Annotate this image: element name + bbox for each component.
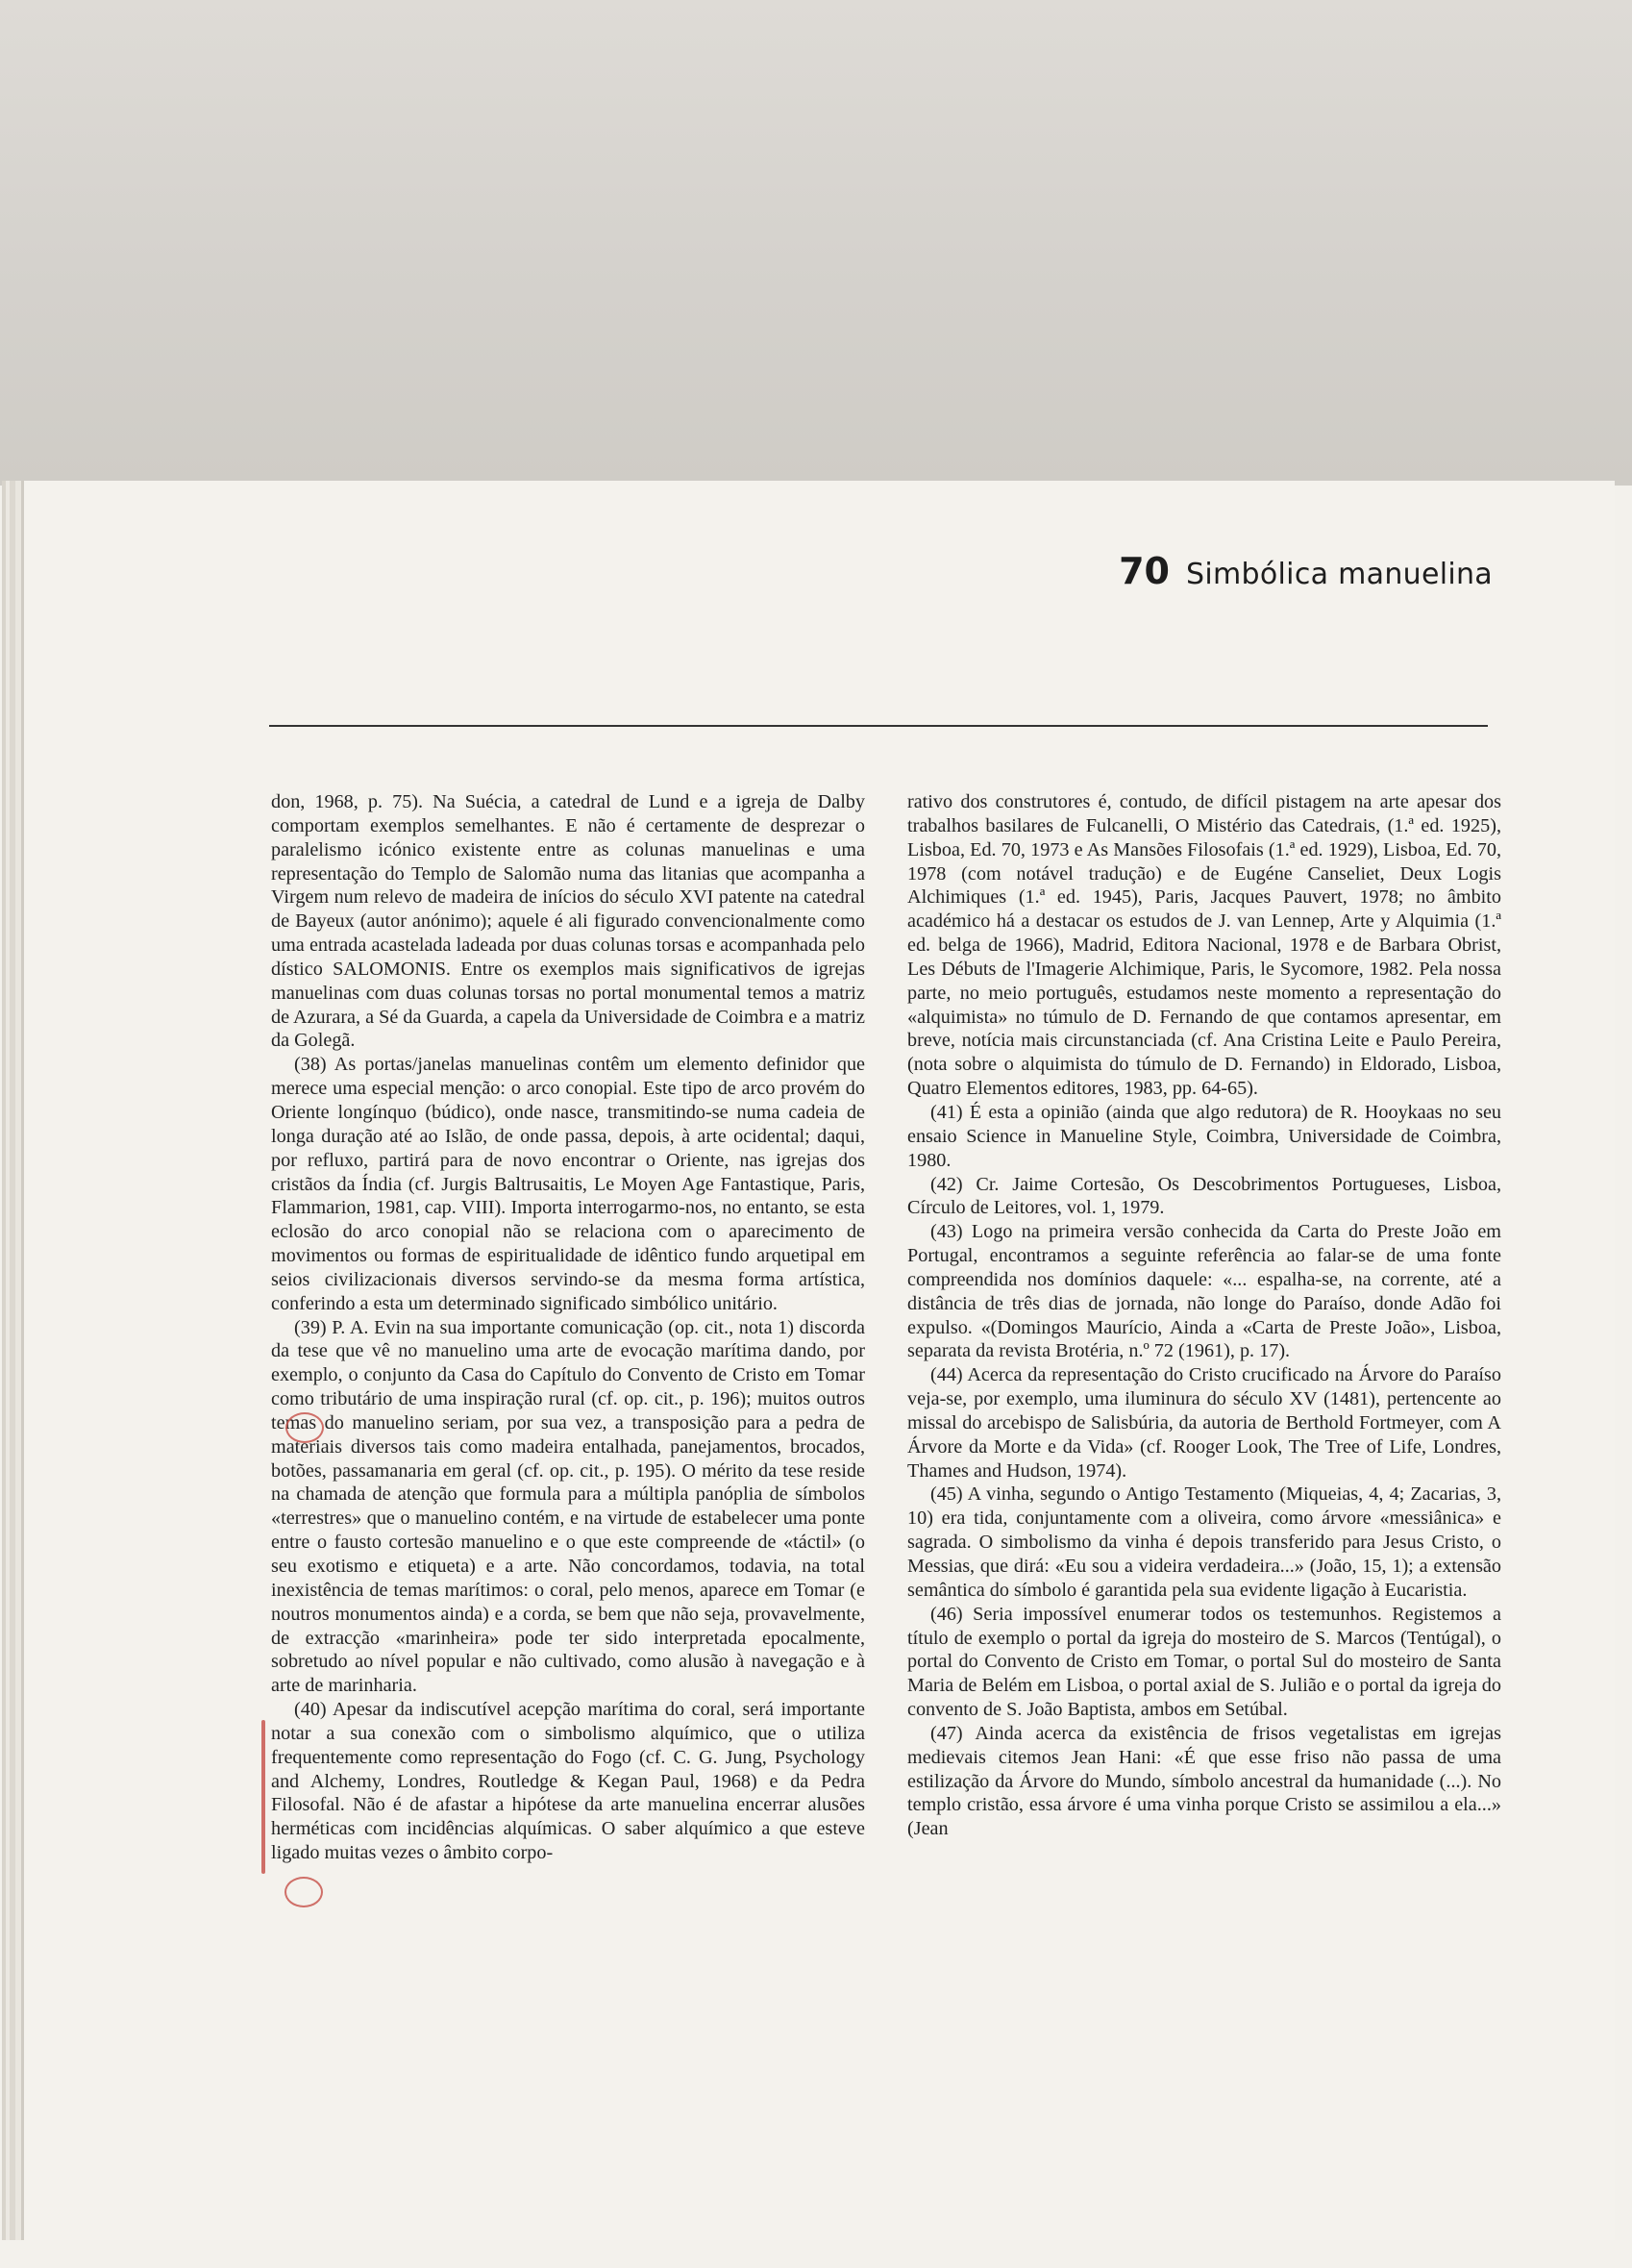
note-43: (43) Logo na primeira versão conhecida da Carta do Preste João em Portugal, encontramos a seguinte referência ao falar-se de uma fonte compreendida nos domínios daquele: «... espalha-se, na corrente, até a distância de três dias de jornada, não longe do Paraíso, donde Adão foi expulso. «(Domingos Maurício, Ainda a «Carta de Preste João», Lisboa, separata da revista Brotéria, n.º 72 (1961), p. 17). xyxy=(907,1221,1501,1362)
note-44: (44) Acerca da representação do Cristo crucificado na Árvore do Paraíso veja-se, por exemplo, uma iluminura do século XV (1481), pertencente ao missal do arcebispo de Salisbúria, da autoria de Berthold Fortmeyer, com A Árvore da Morte e da Vida» (cf. Rooger Look, The Tree of Life, Londres, Thames and Hudson, 1974). xyxy=(907,1364,1501,1482)
page-number: 70 xyxy=(1119,550,1170,592)
scanner-background xyxy=(0,0,1632,486)
note-45: (45) A vinha, segundo o Antigo Testamento (Miqueias, 4, 4; Zacarias, 3, 10) era tida, conjuntamente com a oliveira, como árvore «messiânica» e sagrada. O simbolismo da vinha é depois transferido para Jesus Cristo, o Messias, que dirá: «Eu sou a videira verdadeira...» (João, 15, 1); a extensão semântica do símbolo é garantida pela sua evidente ligação à Eucaristia. xyxy=(907,1483,1501,1601)
note-paragraph: rativo dos construtores é, contudo, de difícil pistagem na arte apesar dos trabalhos basilares de Fulcanelli, O Mistério das Catedrais, (1.ª ed. 1925), Lisboa, Ed. 70, 1973 e As Mansões Filosofais (1.ª ed. 1929), Lisboa, Ed. 70, 1978 (com notável tradução) e de Eugéne Canseliet, Deux Logis Alchimiques (1.ª ed. 1945), Paris, Jacques Pauvert, 1978; no âmbito académico há a destacar os estudos de J. van Lennep, Arte y Alquimia (1.ª ed. belga de 1966), Madrid, Editora Nacional, 1978 e de Barbara Obrist, Les Débuts de l'Imagerie Alchimique, Paris, le Sycomore, 1982. Pela nossa parte, no meio português, estudamos neste momento a representação do «alquimista» no túmulo de D. Fernando de que contamos apresentar, em breve, notícia mais circunstanciada (cf. Ana Cristina Leite e Paulo Pereira, (nota sobre o alquimista do túmulo de D. Fernando) in Eldorado, Lisboa, Quatro Elementos editores, 1983, pp. 64-65). xyxy=(907,791,1501,1100)
note-42: (42) Cr. Jaime Cortesão, Os Descobrimentos Portugueses, Lisboa, Círculo de Leitores, vol. 1, 1979. xyxy=(907,1173,1501,1219)
note-38: (38) As portas/janelas manuelinas contêm um elemento definidor que merece uma especial menção: o arco conopial. Este tipo de arco provém do Oriente longínquo (búdico), onde nasce, transmitindo-se numa cadeia de longa duração até ao Islão, de onde passa, depois, à arte ocidental; daqui, por refluxo, partirá para de novo encontrar o Oriente, nas igrejas dos cristãos da Índia (cf. Jurgis Baltrusaitis, Le Moyen Age Fantastique, Paris, Flammarion, 1981, cap. VIII). Importa interrogarmo-nos, no entanto, se esta eclosão do arco conopial não se relaciona com o aparecimento de movimentos ou formas de espiritualidade de idêntico fundo arquetipal em seios civilizacionais diversos servindo-se da mesma forma artística, conferindo a esta um determinado significado simbólico unitário. xyxy=(271,1054,865,1314)
red-circle-annotation xyxy=(284,1877,323,1907)
note-paragraph: don, 1968, p. 75). Na Suécia, a catedral de Lund e a igreja de Dalby comportam exemplos semelhantes. E não é certamente de desprezar o paralelismo icónico existente entre as colunas manuelinas e uma representação do Templo de Salomão numa das litanias que acompanha a Virgem num relevo de madeira de inícios do século XVI patente na catedral de Bayeux (autor anónimo); aquele é ali figurado convencionalmente como uma entrada acastelada ladeada por duas colunas torsas e acompanhada pelo dístico SALOMONIS. Entre os exemplos mais significativos de igrejas manuelinas com duas colunas torsas no portal monumental temos a matriz de Azurara, a Sé da Guarda, a capela da Universidade de Coimbra e a matriz da Golegã. xyxy=(271,791,865,1052)
red-circle-annotation xyxy=(285,1412,324,1443)
running-title: Simbólica manuelina xyxy=(1186,558,1493,591)
note-40: (40) Apesar da indiscutível acepção marítima do coral, será importante notar a sua conexão com o simbolismo alquímico, que o utiliza frequentemente como representação do Fogo (cf. C. G. Jung, Psychology and Alchemy, Londres, Routledge & Kegan Paul, 1968) e da Pedra Filosofal. Não é de afastar a hipótese da arte manuelina encerrar alusões herméticas com incidências alquímicas. O saber alquímico a que esteve ligado muitas vezes o âmbito corpo- xyxy=(271,1699,865,1864)
note-41: (41) É esta a opinião (ainda que algo redutora) de R. Hooykaas no seu ensaio Science in Manueline Style, Coimbra, Universidade de Coimbra, 1980. xyxy=(907,1101,1501,1171)
note-39: (39) P. A. Evin na sua importante comunicação (op. cit., nota 1) discorda da tese que vê no manuelino uma arte de evocação marítima dando, por exemplo, o conjunto da Casa do Capítulo do Convento de Cristo em Tomar como tributário de uma inspiração rural (cf. op. cit., p. 196); muitos outros temas do manuelino seriam, por sua vez, a transposição para a pedra de materiais diversos tais como madeira entalhada, panejamentos, brocados, botões, passamanaria em geral (cf. op. cit., p. 195). O mérito da tese reside na chamada de atenção que formula para a múltipla panóplia de símbolos «terrestres» que o manuelino contém, e na virtude de estabelecer uma ponte entre o fausto cortesão manuelino e o que este compreende de «táctil» (o seu exotismo e etiqueta) e a arte. Não concordamos, todavia, na total inexistência de temas marítimos: o coral, pelo menos, aparece em Tomar (e noutros monumentos ainda) e a corda, se bem que não seja, provavelmente, de extracção «marinheira» pode ter sido interpretada epocalmente, sobretudo ao nível popular e não cultivado, como alusão à navegação e à arte de marinharia. xyxy=(271,1316,865,1697)
note-46: (46) Seria impossível enumerar todos os testemunhos. Registemos a título de exemplo o portal da igreja do mosteiro de S. Marcos (Tentúgal), o portal do Convento de Cristo em Tomar, o portal Sul do mosteiro de Santa Maria de Belém em Lisboa, o portal axial de S. Julião e o portal da igreja do convento de S. João Baptista, ambos em Setúbal. xyxy=(907,1603,1501,1721)
note-47: (47) Ainda acerca da existência de frisos vegetalistas em igrejas medievais citemos Jean Hani: «É que esse friso não passa de uma estilização da Árvore do Mundo, símbolo ancestral da humanidade (...). No templo cristão, essa árvore é uma vinha porque Cristo se assimilou a ela...» (Jean xyxy=(907,1722,1501,1840)
page-header xyxy=(724,550,1493,594)
red-margin-annotation xyxy=(261,1720,265,1874)
notes-column-right xyxy=(907,790,1501,1841)
notes-column-left xyxy=(271,790,865,1865)
header-rule xyxy=(269,725,1488,727)
